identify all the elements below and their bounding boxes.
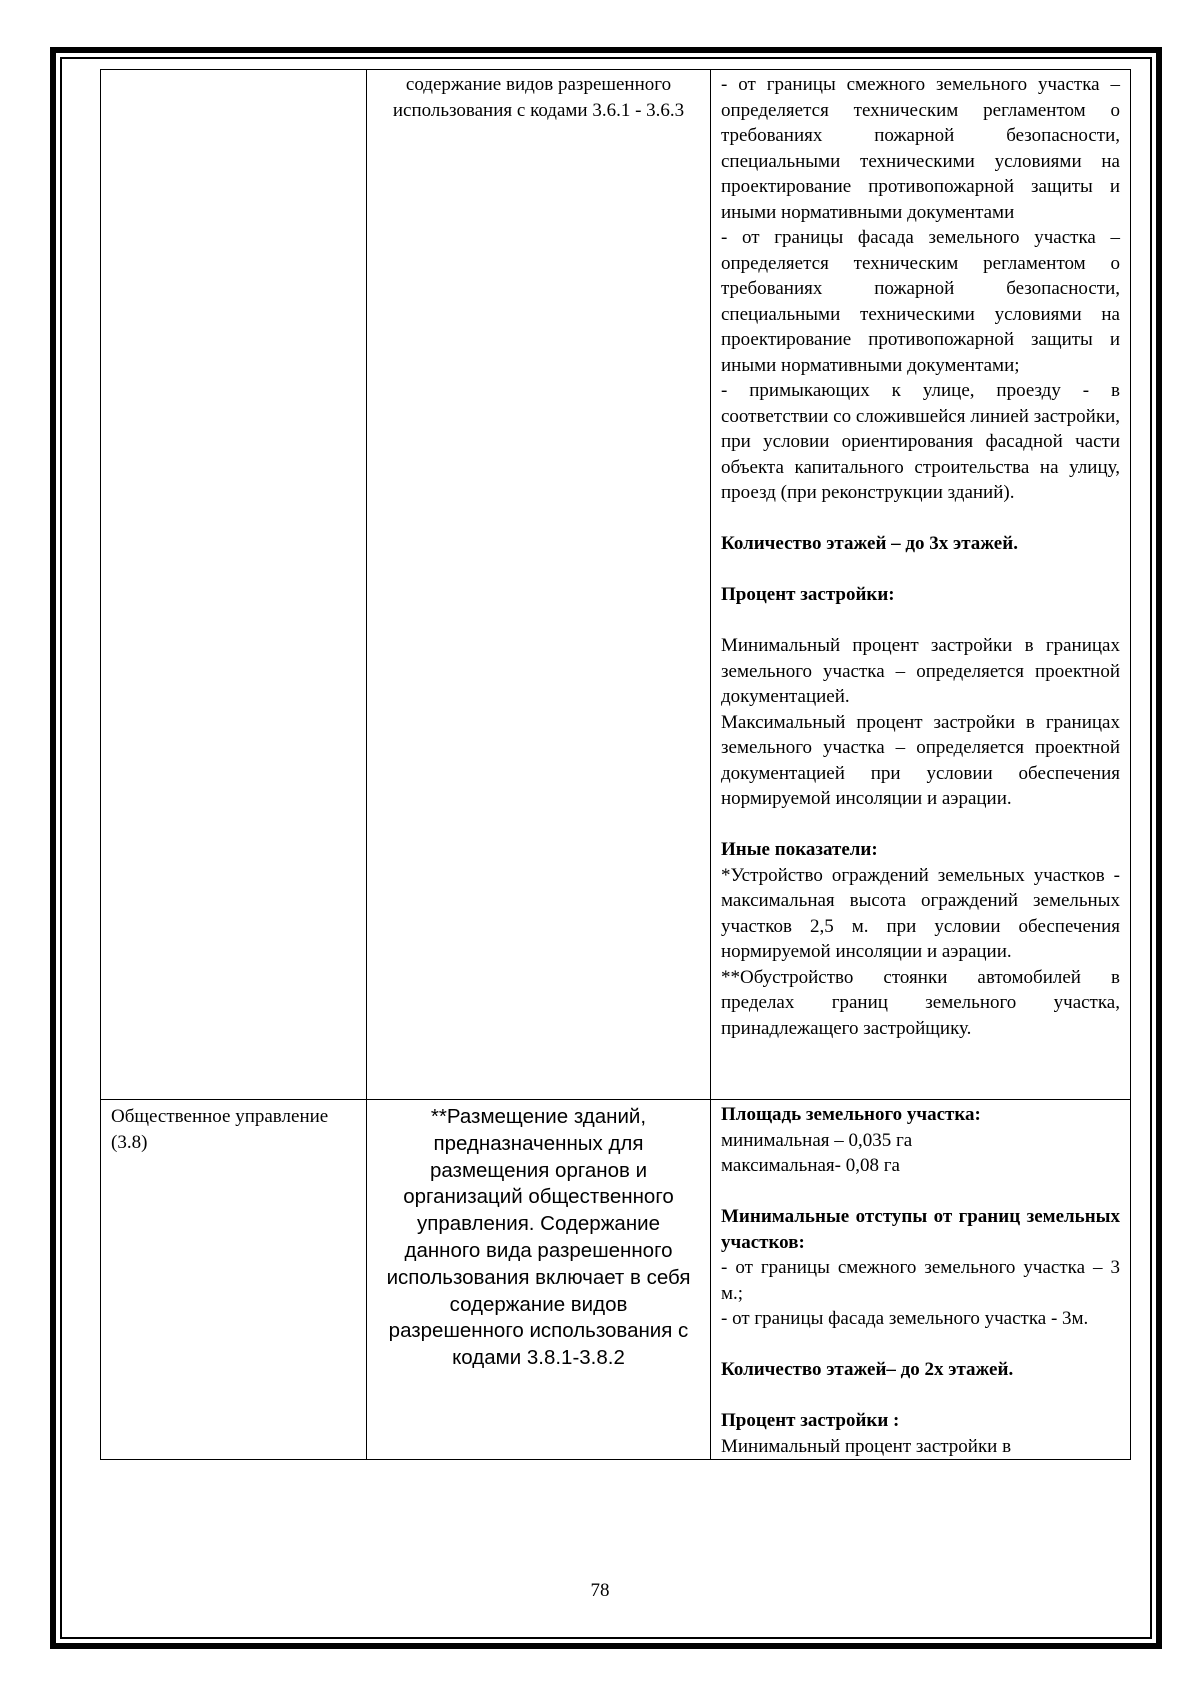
description-cell <box>367 1100 711 1460</box>
floors-limit: Количество этажей – до 3х этажей. <box>721 533 1018 554</box>
floors-limit: Количество этажей– до 2х этажей. <box>721 1359 1014 1380</box>
other-heading: Иные показатели: <box>721 839 878 860</box>
setback-facade: - от границы фасада земельного участка - 3м. <box>721 1308 1089 1329</box>
use-type-name: Общественное управление (3.8) <box>111 1106 329 1153</box>
setback-facade: - от границы фасада земельного участка – определяется техническим регламентом о требованиях пожарной безопасности, специальными техническими условиями на проектирование противопожарной защиты и иными нормативными документами; <box>721 227 1120 376</box>
min-percent: Минимальный процент застройки в <box>721 1435 1012 1457</box>
area-heading: Площадь земельного участка: <box>721 1104 981 1125</box>
table-row <box>101 1100 1131 1460</box>
parameters-cell <box>711 70 1131 1100</box>
setback-adjacent: - от границы смежного земельного участка – определяется техническим регламентом о требованиях пожарной безопасности, специальными техническими условиями на проектирование противопожарной защиты и иными нормативными документами <box>721 74 1120 223</box>
regulations-table <box>100 69 1131 1460</box>
description-cell <box>367 70 711 1100</box>
min-percent: Минимальный процент застройки в границах земельного участка – определяется проектной документацией. <box>721 635 1120 707</box>
percent-heading: Процент застройки: <box>721 584 895 605</box>
setback-heading: Минимальные отступы от границ земельных участков: <box>721 1206 1120 1253</box>
max-percent: Максимальный процент застройки в границах земельного участка – определяется проектной документацией при условии обеспечения нормируемой инсоляции и аэрации. <box>721 711 1120 809</box>
parameters-text <box>711 70 1130 1041</box>
area-min: минимальная – 0,035 га <box>721 1129 913 1151</box>
setback-street: - примыкающих к улице, проезду - в соответствии со сложившейся линией застройки, при условии ориентирования фасадной части объекта капитального строительства на улицу, проезд (при реконструкции зданий). <box>721 380 1120 503</box>
description-text: содержание видов разрешенного использования с кодами 3.6.1 - 3.6.3 <box>392 74 685 121</box>
page-number: 78 <box>590 1580 610 1601</box>
percent-heading: Процент застройки : <box>721 1410 900 1431</box>
area-max: максимальная- 0,08 га <box>721 1155 900 1176</box>
use-type-cell <box>101 1100 367 1460</box>
fence-rule: *Устройство ограждений земельных участков - максимальная высота ограждений земельных участков 2,5 м. при условии обеспечения нормируемой инсоляции и аэрации. <box>721 864 1120 962</box>
table-row <box>101 70 1131 1100</box>
parameters-text <box>711 1100 1130 1459</box>
use-type-cell <box>101 70 367 1100</box>
setback-adjacent: - от границы смежного земельного участка – 3 м.; <box>721 1257 1120 1304</box>
parking-rule: **Обустройство стоянки автомобилей в пределах границ земельного участка, принадлежащего застройщику. <box>721 966 1120 1039</box>
description-text: **Размещение зданий, предназначенных для размещения органов и организаций общественного управления. Содержание данного вида разрешенного использования включает в себя содержание видов разрешенного использования с кодами 3.8.1-3.8.2 <box>386 1105 691 1370</box>
parameters-cell <box>711 1100 1131 1460</box>
